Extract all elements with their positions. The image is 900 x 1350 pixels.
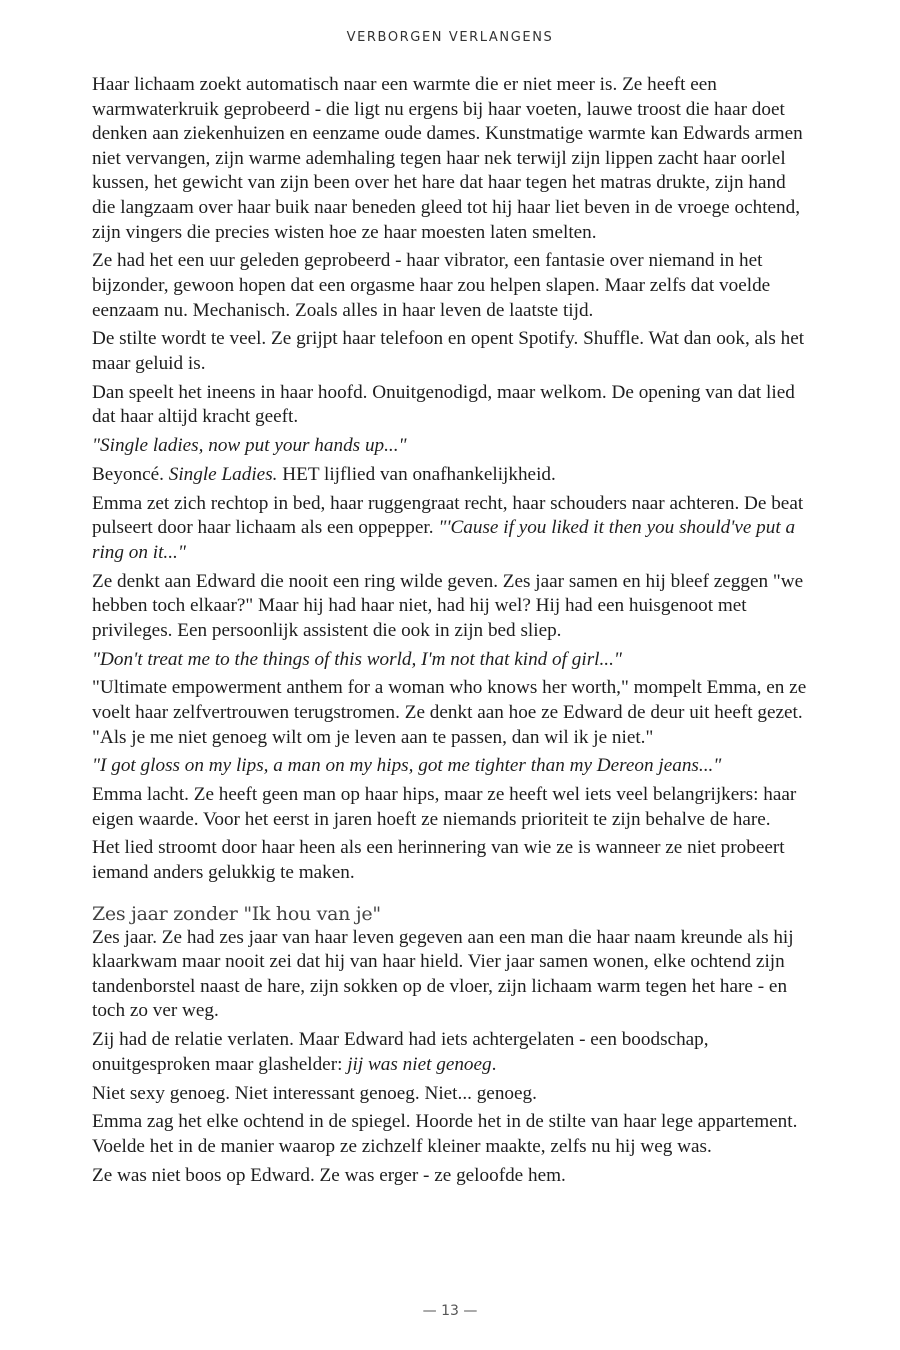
paragraph: Haar lichaam zoekt automatisch naar een warmte die er niet meer is. Ze heeft een warmwaterkruik geprobeerd - die ligt nu ergens bij haar voeten, lauwe troost die haar doet denken aan ziekenhuizen en eenzame oude dames. Kunstmatige warmte kan Edwards armen niet vervangen, zijn warme ademhaling tegen haar nek terwijl zijn lippen zacht haar oorlel kussen, het gewicht van zijn been over het hare dat haar tegen het matras drukte, zijn hand die langzaam over haar buik naar beneden gleed tot hij haar liet beven in de vroege ochtend, zijn vingers die precies wisten hoe ze haar moesten laten smelten. xyxy=(92,74,803,243)
lyric-quote xyxy=(92,434,810,459)
lyric-quote xyxy=(92,754,810,779)
paragraph: Ze denkt aan Edward die nooit een ring wilde geven. Zes jaar samen en hij bleef zeggen "we hebben toch elkaar?" Maar hij had haar niet, had hij wel? Hij had een huisgenoot met privileges. Een persoonlijk assistent die ook in zijn bed sliep. xyxy=(92,570,804,641)
paragraph xyxy=(92,1028,810,1077)
paragraph: "Ultimate empowerment anthem for a woman who knows her worth," mompelt Emma, en ze voelt haar zelfvertrouwen terugstromen. Ze denkt aan hoe ze Edward de deur uit heeft gezet. "Als je me niet genoeg wilt om je leven aan te passen, dan wil ik je niet." xyxy=(92,677,807,748)
text-run: . xyxy=(491,1053,497,1075)
page-number: — 13 — xyxy=(422,1303,478,1319)
lyric-text: "Single ladies, now put your hands up..." xyxy=(92,435,407,457)
lyric-text: "Don't treat me to the things of this world, I'm not that kind of girl..." xyxy=(92,648,622,670)
emphasis-text: jij was niet genoeg xyxy=(347,1053,492,1075)
lyric-text: "'Cause if you liked it then you should've put a ring on it..." xyxy=(92,517,796,563)
text-run: Emma zet zich rechtop in bed, haar ruggengraat recht, haar schouders naar achteren. De beat pulseert door haar lichaam als een oppepper. xyxy=(92,492,804,539)
running-header: VERBORGEN VERLANGENS xyxy=(346,30,554,45)
lyric-quote xyxy=(92,648,810,673)
paragraph: Ze had het een uur geleden geprobeerd - haar vibrator, een fantasie over niemand in het bijzonder, gewoon hopen dat een orgasme haar zou helpen slapen. Maar zelfs dat voelde eenzaam nu. Mechanisch. Zoals alles in haar leven de laatste tijd. xyxy=(92,250,771,321)
page-body xyxy=(92,73,810,1193)
paragraph: Dan speelt het ineens in haar hoofd. Onuitgenodigd, maar welkom. De opening van dat lied dat haar altijd kracht geeft. xyxy=(92,381,795,428)
text-run: Beyoncé. xyxy=(92,463,169,485)
paragraph xyxy=(92,492,810,566)
text-run: HET lijflied van onafhankelijkheid. xyxy=(277,463,556,485)
section-heading: Zes jaar zonder "Ik hou van je" xyxy=(92,902,381,925)
lyric-text: "I got gloss on my lips, a man on my hips, got me tighter than my Dereon jeans..." xyxy=(92,755,722,777)
paragraph: De stilte wordt te veel. Ze grijpt haar telefoon en opent Spotify. Shuffle. Wat dan ook, als het maar geluid is. xyxy=(92,328,805,374)
song-title: Single Ladies. xyxy=(168,463,278,485)
paragraph: Zes jaar. Ze had zes jaar van haar leven gegeven aan een man die haar naam kreunde als hij klaarkwam maar nooit zei dat hij van haar hield. Vier jaar samen wonen, elke ochtend zijn tandenborstel naast de hare, zijn sokken op de vloer, zijn lichaam warm tegen het hare - en toch zo ver weg. xyxy=(92,926,794,1022)
paragraph: Het lied stroomt door haar heen als een herinnering van wie ze is wanneer ze niet probeert iemand anders gelukkig te maken. xyxy=(92,837,785,884)
paragraph: Niet sexy genoeg. Niet interessant genoeg. Niet... genoeg. xyxy=(92,1082,537,1104)
text-run: Zij had de relatie verlaten. Maar Edward had iets achtergelaten - een boodschap, onuitgesproken maar glashelder: xyxy=(92,1029,709,1075)
paragraph xyxy=(92,463,810,488)
paragraph: Ze was niet boos op Edward. Ze was erger - ze geloofde hem. xyxy=(92,1164,566,1186)
paragraph: Emma zag het elke ochtend in de spiegel. Hoorde het in de stilte van haar lege appartement. Voelde het in de manier waarop ze zichzelf kleiner maakte, zelfs nu hij weg was. xyxy=(92,1111,798,1157)
paragraph: Emma lacht. Ze heeft geen man op haar hips, maar ze heeft wel iets veel belangrijkers: haar eigen waarde. Voor het eerst in jaren hoeft ze niemands prioriteit te zijn behalve de hare. xyxy=(92,784,797,830)
